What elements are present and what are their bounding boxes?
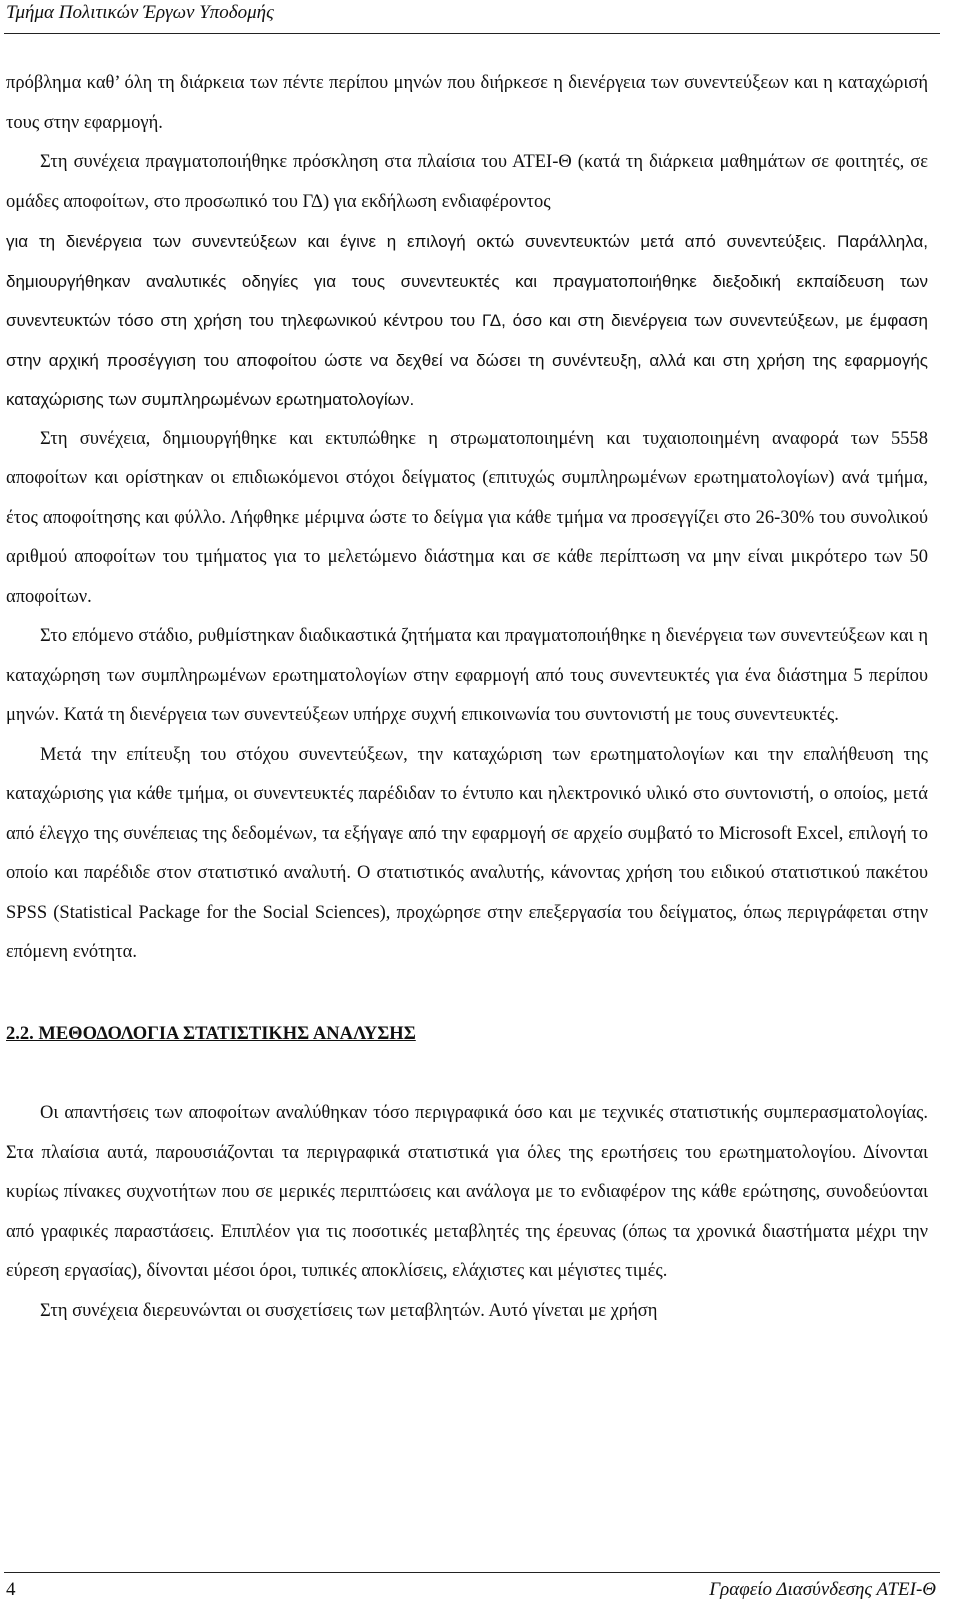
paragraph-7: Στη συνέχεια διερευνώνται οι συσχετίσεις των μεταβλητών. Αυτό γίνεται με χρήση xyxy=(40,1300,658,1321)
footer-rule xyxy=(4,1572,940,1573)
paragraph-6: Οι απαντήσεις των αποφοίτων αναλύθηκαν τόσο περιγραφικά όσο και με τεχνικές στατιστικής συμπερασματολογίας. Στα πλαίσια αυτά, παρουσιάζονται τα περιγραφικά στατιστικά για όλες της ερωτήσεις του ερωτηματολογίου. Δίνονται κυρίως πίνακες συχνοτήτων που σε μερικές περιπτώσεις και ανάλογα με το ενδιαφέρον της κάθε ερώτησης, συνοδεύονται από γραφικές παραστάσεις. Επιπλέον για τις ποσοτικές μεταβλητές της έρευνας (όπως τα χρονικά διαστήματα μέχρι την εύρεση εργασίας), δίνονται μέσοι όροι, τυπικές αποκλίσεις, ελάχιστες και μέγιστες τιμές. xyxy=(6,1103,928,1281)
paragraph-5: Μετά την επίτευξη του στόχου συνεντεύξεων, την καταχώριση των ερωτηματολογίων και την επαλήθευση της καταχώρισης για κάθε τμήμα, οι συνεντευκτές παρέδιδαν το έντυπο και ηλεκτρονικό υλικό στο συντονιστή, ο οποίος, μετά από έλεγχο της συνέπειας της δεδομένων, τα εξήγαγε από την εφαρμογή σε αρχείο συμβατό το Microsoft Excel, επιλογή το οποίο και παρέδιδε στον στατιστικό αναλυτή. Ο στατιστικός αναλυτής, κάνοντας χρήση του ειδικού στατιστικού πακέτου SPSS (Statistical Package for the Social Sciences), προχώρησε στην επεξεργασία του δείγματος, όπως περιγράφεται στην επόμενη ενότητα. xyxy=(6,744,928,962)
running-header: Τμήμα Πολιτικών Έργων Υποδομής xyxy=(6,2,274,23)
paragraph-2-continued: για τη διενέργεια των συνεντεύξεων και έγινε η επιλογή οκτώ συνεντευκτών μετά από συνεντεύξεις. Παράλληλα, δημιουργήθηκαν αναλυτικές οδηγίες για τους συνεντευκτές και πραγματοποιήθηκε διεξοδική εκπαίδευση των συνεντευκτών τόσο στη χρήση του τηλεφωνικού κέντρου του ΓΔ, όσο και στη διενέργεια των συνεντεύξεων, με έμφαση στην αρχική προσέγγιση του αποφοίτου ώστε να δεχθεί να δώσει τη συνέντευξη, αλλά και στη χρήση της εφαρμογής καταχώρισης των συμπληρωμένων ερωτηματολογίων. xyxy=(6,232,928,409)
paragraph-1: πρόβλημα καθ’ όλη τη διάρκεια των πέντε περίπου μηνών που διήρκεσε η διενέργεια των συνεντεύξεων και η καταχώρισή τους στην εφαρμογή. xyxy=(6,73,928,133)
paragraph-4: Στο επόμενο στάδιο, ρυθμίστηκαν διαδικαστικά ζητήματα και πραγματοποιήθηκε η διενέργεια των συνεντεύξεων και η καταχώρηση των συμπληρωμένων ερωτηματολογίων στην εφαρμογή από τους συνεντευκτές για ένα διάστημα 5 περίπου μηνών. Κατά τη διενέργεια των συνεντεύξεων υπήρχε συχνή επικοινωνία του συντονιστή με τους συνεντευκτές. xyxy=(6,626,928,725)
running-footer: Γραφείο Διασύνδεσης ΑΤΕΙ-Θ xyxy=(709,1579,936,1600)
header-rule xyxy=(4,33,940,34)
page-number: 4 xyxy=(6,1579,16,1600)
paragraph-2-start: Στη συνέχεια πραγματοποιήθηκε πρόσκληση στα πλαίσια του ΑΤΕΙ-Θ (κατά τη διάρκεια μαθημάτων σε φοιτητές, σε ομάδες αποφοίτων, στο προσωπικό του ΓΔ) για εκδήλωση ενδιαφέροντος xyxy=(6,152,928,212)
paragraph-3: Στη συνέχεια, δημιουργήθηκε και εκτυπώθηκε η στρωματοποιημένη και τυχαιοποιημένη αναφορά των 5558 αποφοίτων και ορίστηκαν οι επιδιωκόμενοι στόχοι δείγματος (επιτυχώς συμπληρωμένων ερωτηματολογίων) ανά τμήμα, έτος αποφοίτησης και φύλλο. Λήφθηκε μέριμνα ώστε το δείγμα για κάθε τμήμα να προσεγγίζει στο 26-30% του συνολικού αριθμού αποφοίτων του τμήματος για το μελετώμενο διάστημα και σε κάθε περίπτωση να μην είναι μικρότερο των 50 αποφοίτων. xyxy=(6,428,928,607)
section-spacer xyxy=(6,973,928,1015)
heading-spacer xyxy=(6,1054,928,1094)
section-heading: 2.2. ΜΕΘΟΔΟΛΟΓΙΑ ΣΤΑΤΙΣΤΙΚΗΣ ΑΝΑΛΥΣΗΣ xyxy=(6,1023,416,1044)
document-body xyxy=(6,64,928,1331)
